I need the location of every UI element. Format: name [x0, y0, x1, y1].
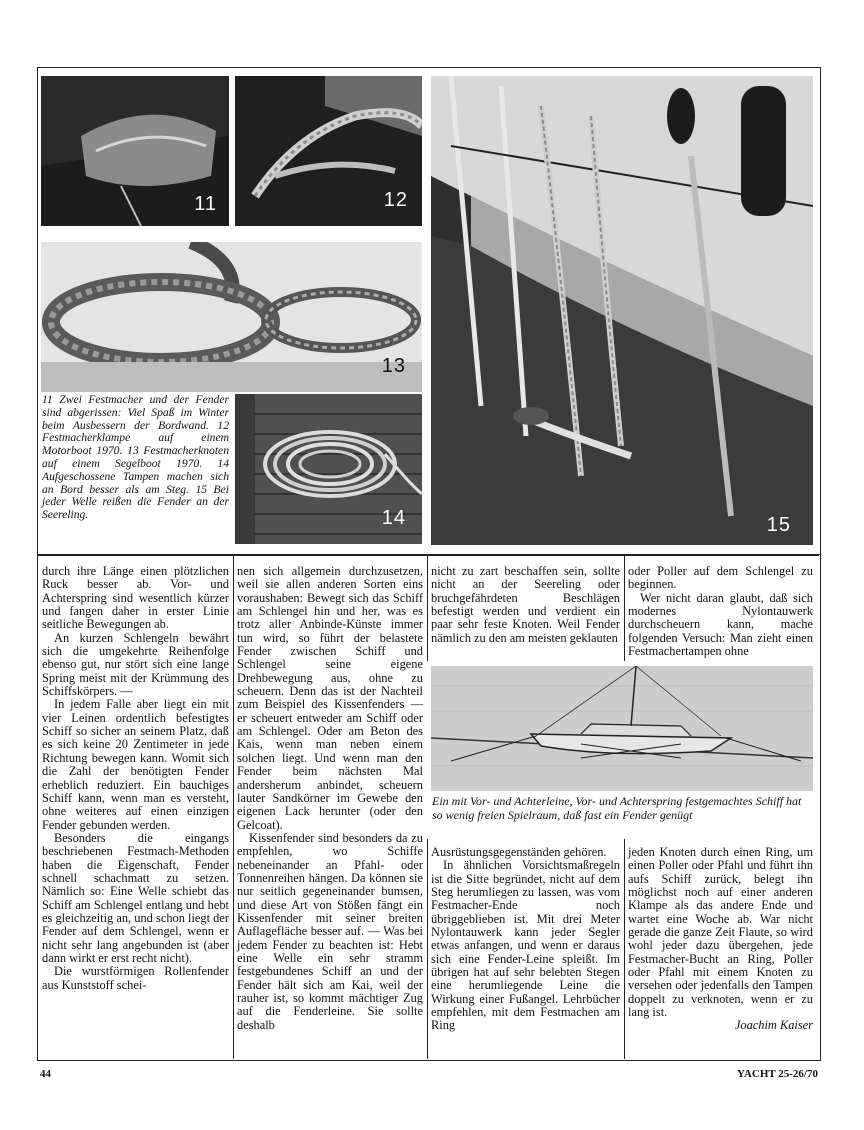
- sketch-caption: Ein mit Vor- und Achterleine, Vor- und Achterspring festgemachtes Schiff hat so wenig freien Spielraum, daß fast ein Fender genügt: [432, 794, 802, 822]
- photo-11: [41, 76, 229, 226]
- column-1-paragraph: durch ihre Länge einen plötzlichen Ruck besser ab. Vor- und Achterspring sind wesentlich kürzer und fangen daher in erster Linie seitliche Bewegungen ab.: [42, 564, 229, 632]
- journal-issue: YACHT 25-26/70: [737, 1068, 818, 1080]
- column-1-paragraph: Die wurstförmigen Rollenfender aus Kunststoff schei-: [42, 964, 229, 992]
- column-2: [237, 565, 423, 1032]
- column-1-paragraph: In jedem Falle aber liegt ein mit vier Leinen ordentlich befestigtes Schiff so sicher an seinem Platz, daß es sich keine 20 Zentimeter in jede Richtung bewegen kann. Womit sich die Zahl der benötigten Fender erheblich reduziert. Ein bauchiges Schiff kann, wenn man es versteht, ohne weiteres auf einen einzigen Fender gebunden werden.: [42, 697, 229, 832]
- column-rule-4: [427, 839, 428, 1059]
- column-rule-1: [233, 556, 234, 1059]
- photo-12: [235, 76, 422, 226]
- photo-15: [431, 76, 813, 545]
- photo-14: [235, 394, 422, 544]
- column-rule-2: [427, 556, 428, 661]
- column-1-paragraph: Besonders die eingangs beschriebenen Festmach-Methoden haben die Eigenschaft, Fender schnell schachmatt zu setzen. Nämlich so: Eine Welle schiebt das Schiff am Schlengel entlang und hebt es gleichzeitig an, und schon liegt der Fender auf dem Schlengel, wenn er nicht sehr lang angebunden ist (aber dann wirkt er erst recht nicht).: [42, 830, 229, 965]
- photo-13-number: 13: [381, 355, 406, 377]
- column-3-paragraph: nicht zu zart beschaffen sein, sollte nicht an der Seereling oder bruchgefährdeten Beschlägen befestigt werden und verdient ein paar sehr feste Knoten. Weil Fender nämlich zu den am meisten geklauten: [431, 564, 620, 645]
- column-1: [42, 565, 229, 992]
- column-4-paragraph: Wer nicht daran glaubt, daß sich modernes Nylontauwerk durchscheuern kann, mache folgenden Versuch: Man zieht einen Festmachertampen ohne: [628, 590, 813, 659]
- mooring-sketch: [431, 666, 813, 791]
- photo-15-number: 15: [766, 514, 791, 536]
- column-2-paragraph: nen sich allgemein durchzusetzen, weil sie allen anderen Sorten eins voraushaben: Bewegt sich das Schiff am Schlengel hin und her, was es trotz aller Anbinde-Künste immer tun wird, so führt der belastete Fender zwischen Schiff und Schlengel seine eigene Drehbewegung aus, ohne zu scheuern. Denn das ist der Nachteil zum Beispiel des Kissenfenders — er scheuert entweder am Schiff oder am Schlengel. Oder am Beton des Kais, wenn man neben einem solchen liegt. Und wenn man den Fender beim nächsten Mal andersherum anbindet, scheuern lauter Sandkörner im Gewebe den eigenen Lack herunter (oder den Gelcoat).: [237, 564, 423, 832]
- mooring-sketch-image: [431, 666, 813, 791]
- column-3-top: [431, 565, 620, 645]
- column-2-paragraph: Kissenfender sind besonders da zu empfehlen, wo Schiffe nebeneinander an Pfahl- oder Tonnenreihen hängen. Da können sie nur seitlich gegeneinander bumsen, und diese Art von Stößen fängt ein Kissenfender mit seiner breiten Auflagefläche besser auf. — Was bei jedem Fender zu beachten ist: Hebt eine Welle ein sehr stramm festgebundenes Schiff an und der Fender hält sich am Kai, weil der rauher ist, so kommt mächtiger Zug auf die Fenderleine. Sie sollte deshalb: [237, 830, 423, 1032]
- photo-11-number: 11: [194, 193, 217, 215]
- column-rule-3: [624, 556, 625, 661]
- column-1-paragraph: An kurzen Schlengeln bewährt sich die umgekehrte Reihenfolge ebenso gut, nur stört sich eine lange Spring meist mit der Krümmung des Schiffskörpers. —: [42, 630, 229, 699]
- column-4-paragraph: oder Poller auf dem Schlengel zu beginnen.: [628, 564, 813, 592]
- column-4-paragraph: jeden Knoten durch einen Ring, um einen Poller oder Pfahl und führt ihn aufs Schiff zurück, belegt ihn möglichst noch auf einer anderen Klampe als das andere Ende und wartet eine Woche ab. War nicht gerade die ganze Zeit Flaute, so wird wohl jeder dazu übergehen, jede Festmacher-Bucht an Ring, Poller oder Pfahl mit einem Knoten zu versehen oder jedenfalls den Tampen doppelt zu verknoten, wenn er zu lang ist.: [628, 845, 813, 1020]
- column-rule-5: [624, 839, 625, 1059]
- photo-13-image: [41, 242, 422, 392]
- photo-13: [41, 242, 422, 392]
- photo-15-image: [431, 76, 813, 545]
- photo-14-number: 14: [381, 507, 406, 529]
- author-signature: Joachim Kaiser: [734, 1018, 813, 1033]
- column-3-paragraph: Ausrüstungsgegenständen gehören.: [431, 845, 607, 859]
- column-4-bottom: [628, 846, 813, 1033]
- page-number: 44: [40, 1068, 51, 1080]
- column-4-top: [628, 565, 813, 658]
- photo-12-number: 12: [383, 189, 408, 211]
- column-3-paragraph: In ähnlichen Vorsichtsmaßregeln ist die Sitte begründet, nicht auf dem Steg herumliegen zu lassen, was vom Festmacher-Ende noch übriggeblieben ist. Mit drei Meter Nylontauwerk kann jeder Segler etwas anfangen, und wenn er daraus sich eine Fender-Leine spleißt. Im übrigen hat auf sehr belebten Stegen eine herumliegende Leine die Wirkung einer Fußangel. Lehrbücher empfehlen, mit dem Festmachen am Ring: [431, 858, 620, 1033]
- column-3-bottom: [431, 846, 620, 1033]
- photo-caption: 11 Zwei Festmacher und der Fender sind abgerissen: Viel Spaß im Winter beim Ausbessern der Bordwand. 12 Festmacherklampe auf einem Motorboot 1970. 13 Festmacherknoten auf einem Segelboot 1970. 14 Aufgeschossene Tampen machen sich an Bord besser als am Steg. 15 Bei jeder Welle reißen die Fender an der Seereling.: [42, 393, 229, 522]
